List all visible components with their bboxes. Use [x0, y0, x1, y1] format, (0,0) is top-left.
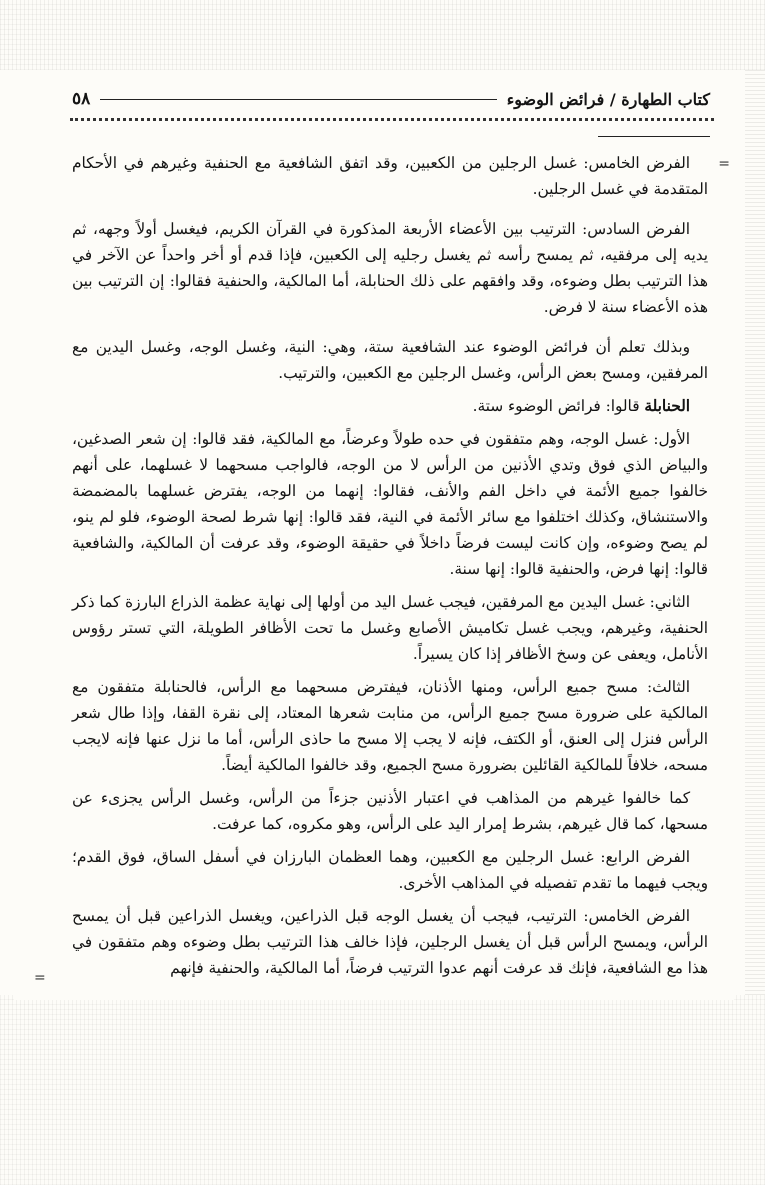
footnote-continuation-rule — [598, 136, 710, 137]
paragraph — [72, 216, 708, 320]
paragraph — [72, 785, 708, 837]
paragraph-text: الفرض الخامس: الترتيب، فيجب أن يغسل الوجه قبل الذراعين، ويغسل الذراعين قبل أن يمسح الرأس، ويمسح الرأس قبل أن يغسل الرجلين، فإذا خالف هذا الترتيب بطل وضوءه وهم متفقون في هذا مع الشافعية، فإنك قد عرفت أنهم عدوا الترتيب فرضاً، أما المالكية، والحنفية فإنهم — [72, 907, 708, 977]
paragraph-text: الفرض الخامس: غسل الرجلين من الكعبين، وقد اتفق الشافعية مع الحنفية وغيرهم في الأحكام المتقدمة في غسل الرجلين. — [72, 154, 708, 198]
paragraph-text: الأول: غسل الوجه، وهم متفقون في حده طولاً وعرضاً، مع المالكية، فقد قالوا: إن شعر الصدغين، والبياض الذي فوق وتدي الأذنين من الرأس لا من الوجه، فالواجب مسحهما لا غسلهما، على أنهم خالفوا جميع الأئمة في داخل الفم والأنف، فقالوا: إنهما من الوجه، يفترض غسلهما بالمضمضة والاستنشاق، وكذلك اختلفوا مع سائر الأئمة في النية، فقد قالوا: إنها شرط لصحة الوضوء، فلو لم ينو، لم يصح وضوءه، وإن كانت ليست فرضاً داخلاً في حقيقة الوضوء، وقد عرفت أن المالكية، والشافعية قالوا: إنها فرض، والحنفية قالوا: إنها سنة. — [72, 430, 708, 578]
paragraph-text: الفرض الرابع: غسل الرجلين مع الكعبين، وهما العظمان البارزان في أسفل الساق، فوق القدم؛ ويجب فيهما ما تقدم تفصيله في المذاهب الأخرى. — [72, 848, 708, 892]
paragraph-text: الثاني: غسل اليدين مع المرفقين، فيجب غسل اليد من أولها إلى نهاية عظمة الذراع البارزة كما ذكر الحنفية، وغيرهم، ويجب غسل تكاميش الأصابع وغسل ما تحت الأظافر الطويلة، التي تستر رؤوس الأنامل، ويعفى عن وسخ الأظافر إذا كان يسيراً. — [72, 593, 708, 663]
paragraph — [72, 589, 708, 667]
paragraph — [72, 393, 708, 419]
dotted-separator — [70, 118, 714, 121]
page-number: ٥٨ — [72, 89, 91, 109]
scan-border-top — [0, 0, 765, 70]
header-title: كتاب الطهارة / فرائض الوضوء — [506, 89, 710, 109]
paragraph-text: وبذلك تعلم أن فرائض الوضوء عند الشافعية ستة، وهي: النية، وغسل الوجه، وغسل اليدين مع المرفقين، ومسح بعض الرأس، وغسل الرجلين مع الكعبين، والترتيب. — [72, 338, 708, 382]
running-header — [72, 86, 710, 112]
scan-border-bottom — [0, 995, 765, 1185]
paragraph — [72, 334, 708, 386]
continuation-mark-top: = — [718, 156, 730, 172]
paragraph-text: قالوا: فرائض الوضوء ستة. — [472, 397, 645, 415]
paragraph — [72, 903, 708, 981]
paragraph — [72, 150, 708, 202]
header-rule — [100, 99, 496, 100]
book-page — [14, 72, 734, 1000]
paragraph-text: الفرض السادس: الترتيب بين الأعضاء الأربعة المذكورة في القرآن الكريم، فيغسل أولاً وجهه، ثم يديه إلى مرفقيه، ثم يمسح رأسه ثم يغسل رجليه إلى الكعبين، فإذا قدم أو أخر واحداً عن الآخر في هذا الترتيب بطل وضوءه، وقد وافقهم على ذلك الحنابلة، أما المالكية، والحنفية فقالوا: إن الترتيب بين هذه الأعضاء سنة لا فرض. — [72, 220, 708, 316]
paragraph — [72, 844, 708, 896]
paragraph — [72, 674, 708, 778]
paragraph-lead: الحنابلة — [644, 397, 690, 415]
continuation-mark-bottom: = — [34, 970, 46, 986]
paragraph-text: الثالث: مسح جميع الرأس، ومنها الأذنان، فيفترض مسحهما مع الرأس، فالحنابلة متفقون مع المالكية على ضرورة مسح جميع الرأس، من منابت شعرها المعتاد، إلى نقرة القفا، وإذا طال شعر الرأس فنزل إلى العنق، أو الكتف، فإنه لا يجب إلا مسح ما حاذى الرأس، أما ما نزل عنها فإنه لايجب مسحه، خلافاً للمالكية القائلين بضرورة مسح الجميع، وقد خالفوا المالكية أيضاً. — [72, 678, 708, 774]
scan-border-right — [745, 70, 765, 995]
paragraph-text: كما خالفوا غيرهم من المذاهب في اعتبار الأذنين جزءاً من الرأس، وغسل الرأس يجزىء عن مسحها، كما قال غيرهم، بشرط إمرار اليد على الرأس، وهو مكروه، كما عرفت. — [72, 789, 708, 833]
body-text — [72, 150, 708, 988]
paragraph — [72, 426, 708, 582]
